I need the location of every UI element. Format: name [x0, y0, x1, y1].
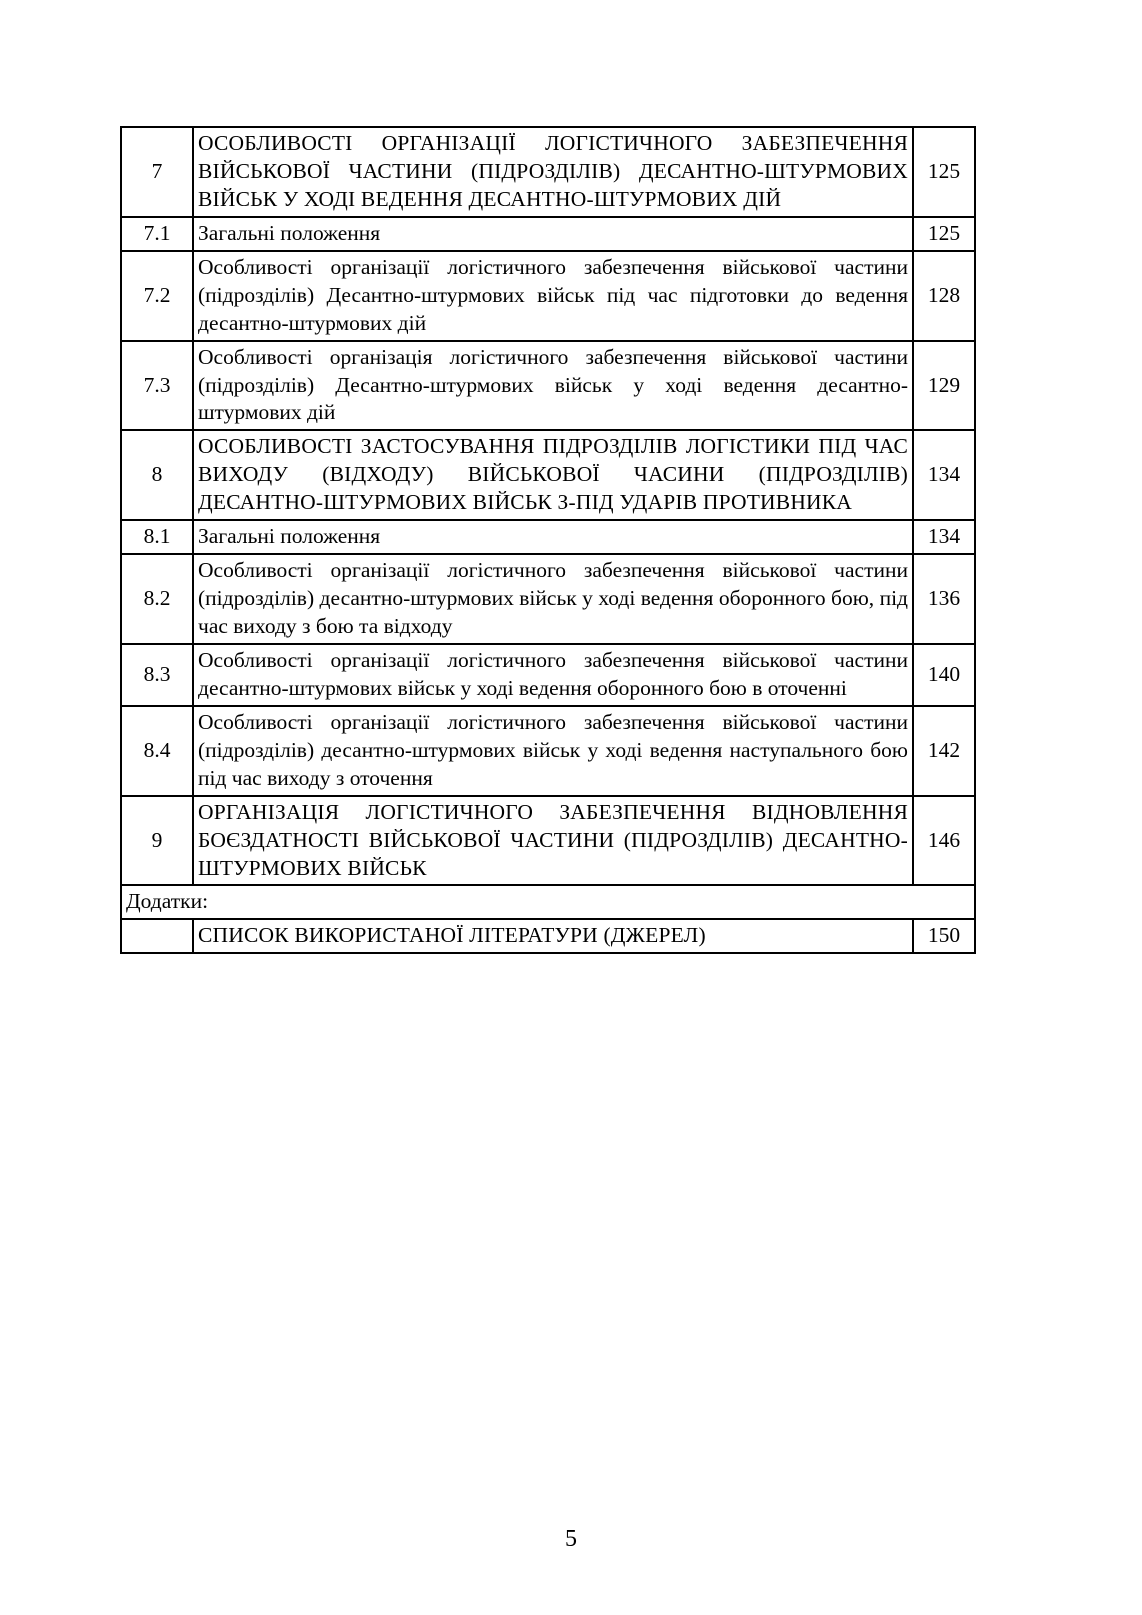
toc-page-ref: 134	[913, 430, 975, 520]
toc-section-number: 7.3	[121, 341, 193, 431]
toc-section-title: Особливості організації логістичного забезпечення військової частини десантно-штурмових військ у ході ведення оборонного бою в оточенні	[193, 644, 913, 706]
toc-row	[121, 251, 975, 341]
toc-row	[121, 217, 975, 251]
toc-row	[121, 919, 975, 953]
toc-section-number: 8.4	[121, 706, 193, 796]
toc-row	[121, 430, 975, 520]
toc-section-number: 8.1	[121, 520, 193, 554]
page-number: 5	[565, 1526, 577, 1552]
toc-section-number: 7.2	[121, 251, 193, 341]
toc-row	[121, 554, 975, 644]
toc-section-number	[121, 919, 193, 953]
toc-section-number: 8.3	[121, 644, 193, 706]
toc-page-ref: 125	[913, 217, 975, 251]
toc-section-title: ОСОБЛИВОСТІ ОРГАНІЗАЦІЇ ЛОГІСТИЧНОГО ЗАБЕЗПЕЧЕННЯ ВІЙСЬКОВОЇ ЧАСТИНИ (ПІДРОЗДІЛІВ) ДЕСАНТНО-ШТУРМОВИХ ВІЙСЬК У ХОДІ ВЕДЕННЯ ДЕСАНТНО-ШТУРМОВИХ ДІЙ	[193, 127, 913, 217]
toc-section-title: Особливості організації логістичного забезпечення військової частини (підрозділів) десантно-штурмових військ у ході ведення наступального бою під час виходу з оточення	[193, 706, 913, 796]
toc-section-number: 8	[121, 430, 193, 520]
toc-page-ref: 136	[913, 554, 975, 644]
toc-row	[121, 644, 975, 706]
toc-section-title: Особливості організація логістичного забезпечення військової частини (підрозділів) Десантно-штурмових військ у ході ведення десантно-штурмових дій	[193, 341, 913, 431]
toc-page-ref: 150	[913, 919, 975, 953]
toc-section-number: 8.2	[121, 554, 193, 644]
toc-row	[121, 706, 975, 796]
toc-page-ref: 128	[913, 251, 975, 341]
toc-row	[121, 885, 975, 919]
toc-row	[121, 796, 975, 886]
toc-section-title: ОРГАНІЗАЦІЯ ЛОГІСТИЧНОГО ЗАБЕЗПЕЧЕННЯ ВІДНОВЛЕННЯ БОЄЗДАТНОСТІ ВІЙСЬКОВОЇ ЧАСТИНИ (ПІДРОЗДІЛІВ) ДЕСАНТНО-ШТУРМОВИХ ВІЙСЬК	[193, 796, 913, 886]
toc-section-number: 9	[121, 796, 193, 886]
toc-section-title: Загальні положення	[193, 520, 913, 554]
table-of-contents	[120, 126, 976, 954]
toc-section-title: Особливості організації логістичного забезпечення військової частини (підрозділів) Десантно-штурмових військ під час підготовки до ведення десантно-штурмових дій	[193, 251, 913, 341]
toc-section-number: 7.1	[121, 217, 193, 251]
toc-section-title: Загальні положення	[193, 217, 913, 251]
toc-page-ref: 140	[913, 644, 975, 706]
toc-table	[120, 126, 976, 954]
toc-row	[121, 341, 975, 431]
toc-span-cell: Додатки:	[121, 885, 975, 919]
toc-page-ref: 125	[913, 127, 975, 217]
toc-page-ref: 142	[913, 706, 975, 796]
toc-section-number: 7	[121, 127, 193, 217]
toc-page-ref: 146	[913, 796, 975, 886]
toc-section-title: ОСОБЛИВОСТІ ЗАСТОСУВАННЯ ПІДРОЗДІЛІВ ЛОГІСТИКИ ПІД ЧАС ВИХОДУ (ВІДХОДУ) ВІЙСЬКОВОЇ ЧАСИНИ (ПІДРОЗДІЛІВ) ДЕСАНТНО-ШТУРМОВИХ ВІЙСЬК З-ПІД УДАРІВ ПРОТИВНИКА	[193, 430, 913, 520]
toc-section-title: Особливості організації логістичного забезпечення військової частини (підрозділів) десантно-штурмових військ у ході ведення оборонного бою, під час виходу з бою та відходу	[193, 554, 913, 644]
toc-table-body	[121, 127, 975, 953]
toc-page-ref: 129	[913, 341, 975, 431]
toc-row	[121, 127, 975, 217]
toc-row	[121, 520, 975, 554]
toc-section-title: СПИСОК ВИКОРИСТАНОЇ ЛІТЕРАТУРИ (ДЖЕРЕЛ)	[193, 919, 913, 953]
toc-page-ref: 134	[913, 520, 975, 554]
